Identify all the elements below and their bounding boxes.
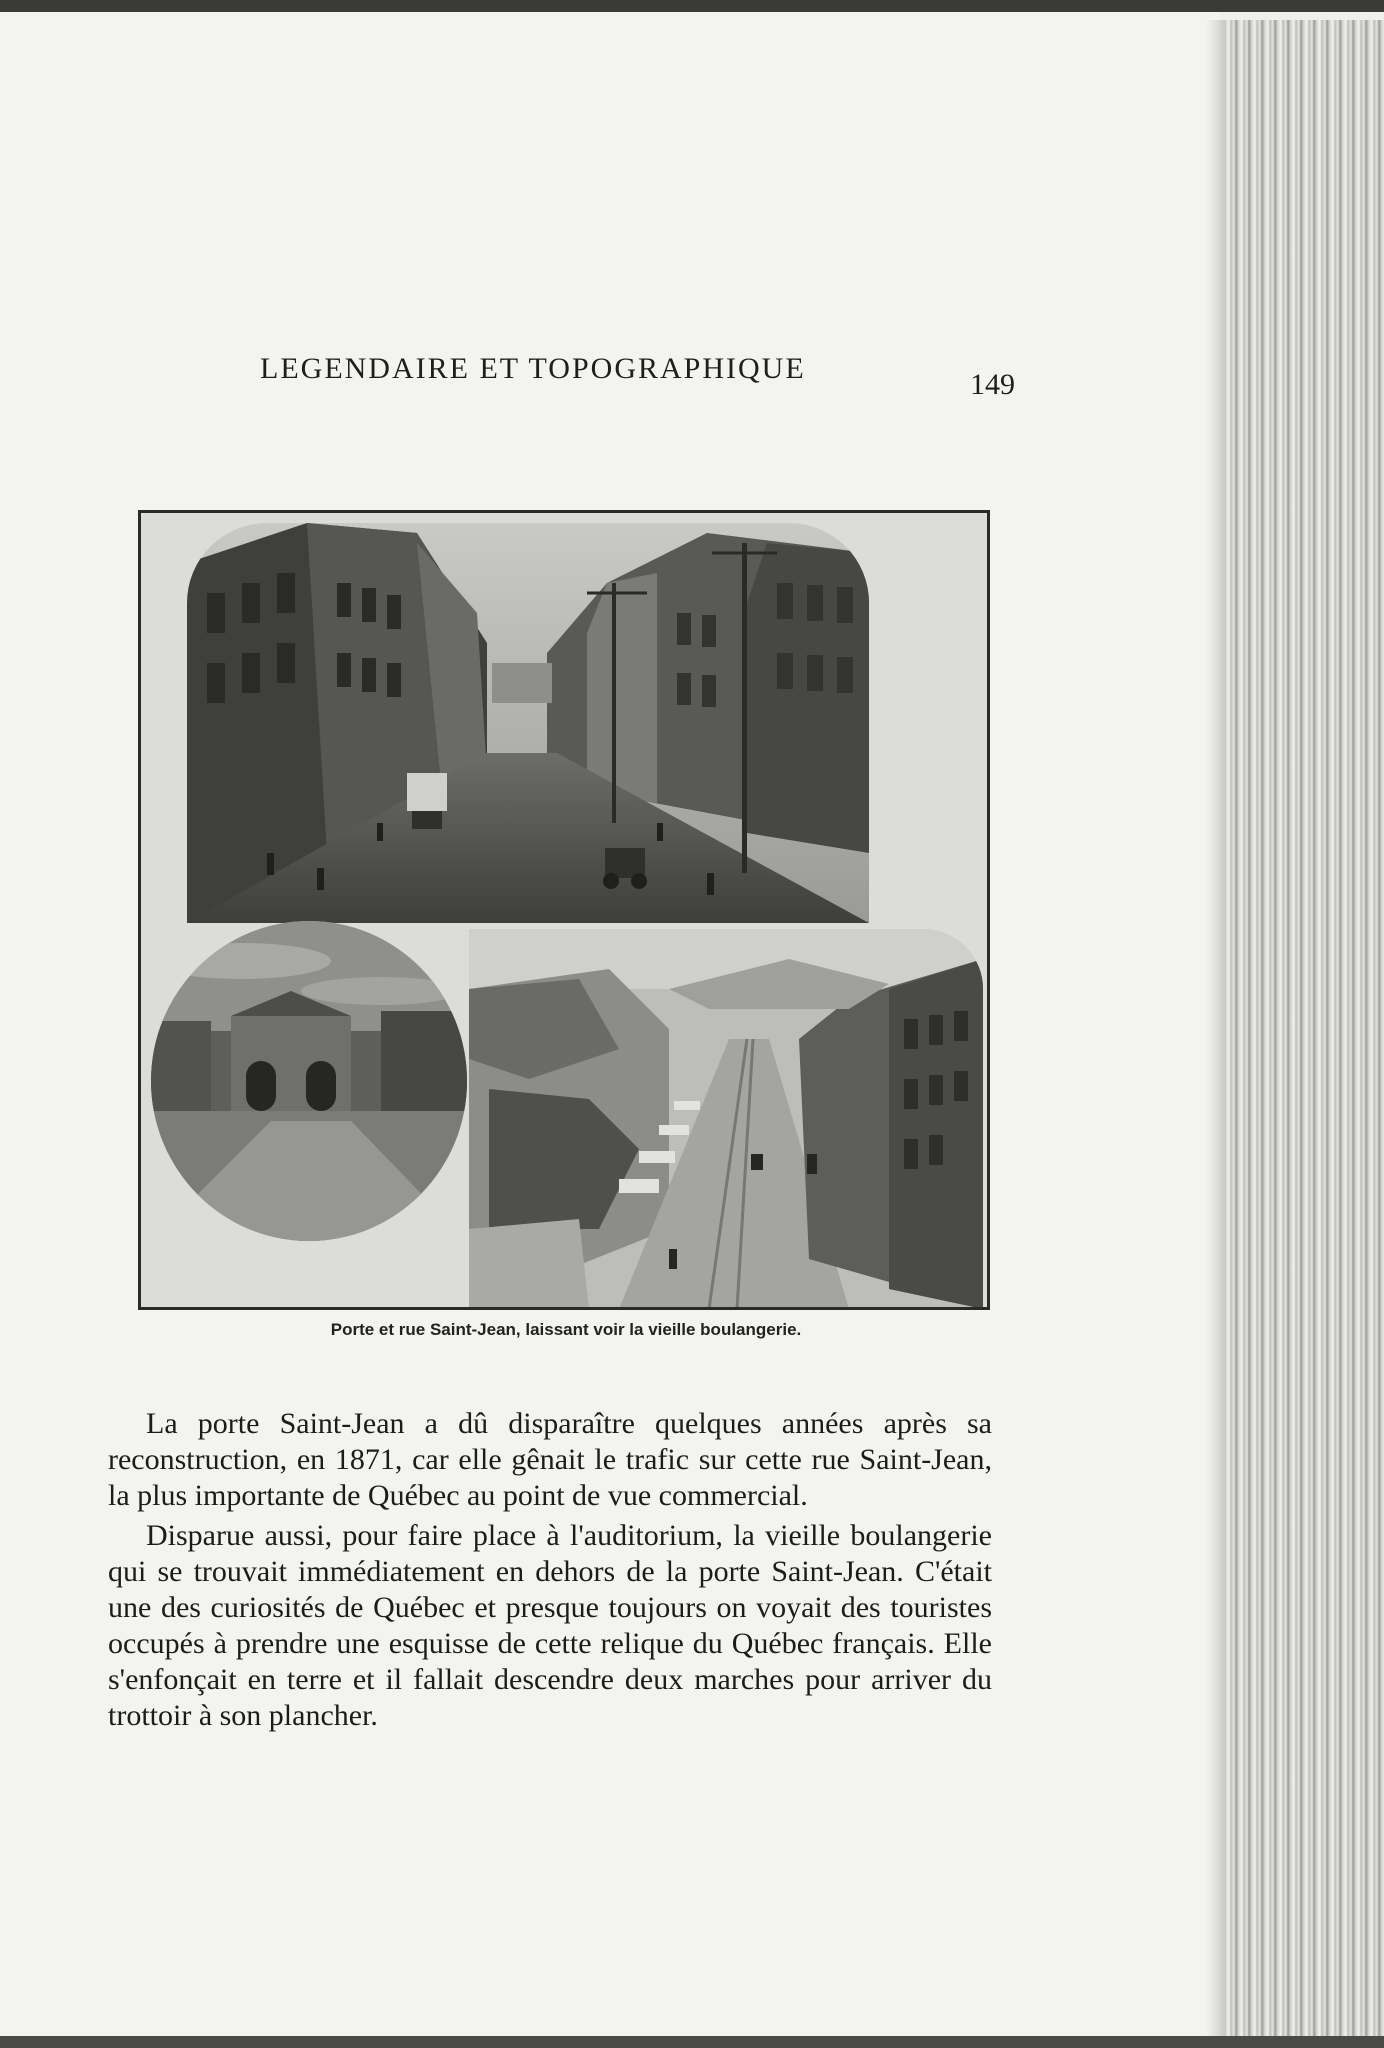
elevated-street-photo — [469, 929, 983, 1309]
running-head: LEGENDAIRE ET TOPOGRAPHIQUE — [260, 352, 806, 385]
book-page-edges — [1226, 20, 1384, 2048]
page-number: 149 — [970, 368, 1015, 401]
book-page — [0, 12, 1220, 2036]
photo-plate — [138, 510, 990, 1310]
figure-caption: Porte et rue Saint-Jean, laissant voir la vieille boulangerie. — [330, 1320, 802, 1339]
scan-top-border — [0, 0, 1384, 12]
body-text — [108, 1406, 992, 1734]
paragraph-2: Disparue aussi, pour faire place à l'auditorium, la vieille boulangerie qui se trouvait immédiatement en dehors de la porte Saint-Jean. C'était une des curiosités de Québec et presque toujours on voyait des touristes occupés à prendre une esquisse de cette relique du Québec français. Elle s'enfonçait en terre et il fallait descendre deux marches pour arriver du trottoir à son plancher. — [108, 1519, 992, 1732]
scan-bottom-border — [0, 2036, 1384, 2048]
street-view-photo — [187, 523, 869, 923]
binding-shadow — [1206, 20, 1228, 2048]
paragraph-1: La porte Saint-Jean a dû disparaître quelques années après sa reconstruction, en 1871, car elle gênait le trafic sur cette rue Saint-Jean, la plus importante de Québec au point de vue commercial. — [108, 1407, 992, 1512]
saint-jean-gate-photo — [151, 921, 467, 1241]
